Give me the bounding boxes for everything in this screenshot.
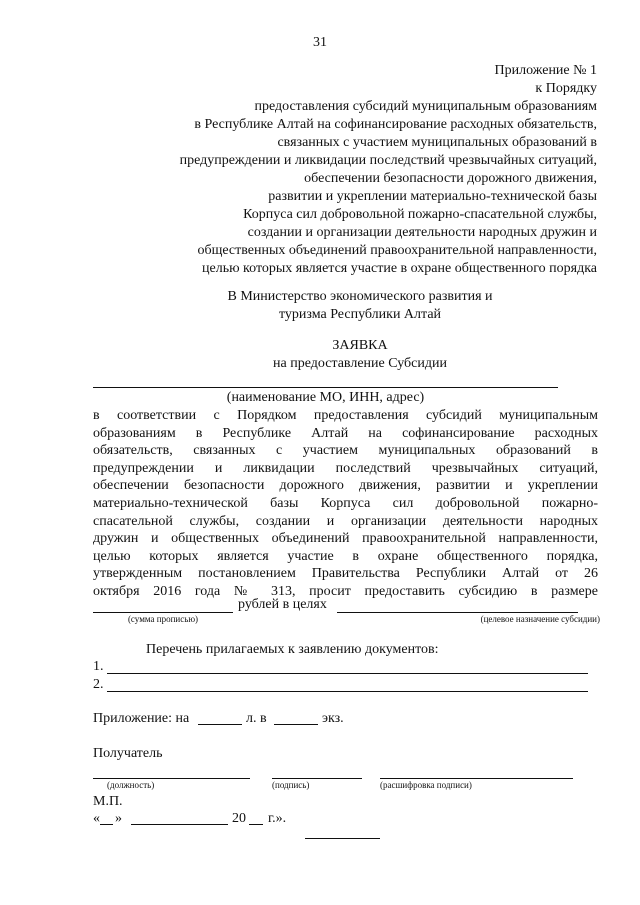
body-line: материально-технической базы Корпуса сил добровольной пожарно- — [93, 495, 598, 511]
body-line: целью которых является участие в охране общественного порядка, — [93, 548, 598, 564]
signature-blank-line — [272, 778, 362, 779]
amount-mid-text: рублей в целях — [238, 597, 327, 612]
header-line: общественных объединений правоохранительной направленности, — [197, 243, 597, 258]
signature-caption: (подпись) — [272, 780, 310, 790]
date-day-blank — [100, 824, 113, 825]
date-quote-close: » — [115, 811, 122, 826]
body-line: обеспечении безопасности дорожного движения, развитии и укреплении — [93, 478, 598, 494]
docs-item-number: 2. — [93, 677, 104, 692]
header-line: предупреждении и ликвидации последствий чрезвычайных ситуаций, — [179, 153, 597, 168]
amount-caption: (сумма прописью) — [127, 614, 199, 624]
body-line: дружин и общественных объединений правоохранительной направленности, — [93, 531, 598, 547]
header-line: Приложение № 1 — [494, 63, 597, 78]
header-line: Корпуса сил добровольной пожарно-спасательной службы, — [243, 207, 597, 222]
date-year-suffix: г.». — [268, 811, 287, 826]
header-line: развитии и укреплении материально-технической базы — [268, 189, 597, 204]
body-line: октября 2016 года № 313, просит предоставить субсидию в размере — [93, 583, 598, 599]
amount-blank-line — [93, 612, 233, 613]
closing-separator — [305, 838, 380, 839]
document-subtitle: на предоставление Субсидии — [273, 356, 447, 371]
date-month-blank — [131, 824, 228, 825]
attachment-mid: л. в — [246, 711, 267, 726]
appendix-header — [77, 62, 597, 278]
date-quote-open: « — [93, 811, 100, 826]
attachment-copies-blank — [274, 724, 318, 725]
body-line: обязательств, связанных с участием муниципальных образований в — [93, 443, 598, 459]
header-line: обеспечении безопасности дорожного движения, — [304, 171, 597, 186]
decoding-blank-line — [380, 778, 573, 779]
body-line: предупреждении и ликвидации последствий чрезвычайных ситуаций, — [93, 460, 598, 476]
decoding-caption: (расшифровка подписи) — [380, 780, 472, 790]
body-line: в соответствии с Порядком предоставления субсидий муниципальным — [93, 408, 598, 423]
header-line: предоставления субсидий муниципальным образованиям — [254, 99, 597, 114]
header-line: создании и организации деятельности народных дружин и — [247, 225, 597, 240]
header-line: связанных с участием муниципальных образований в — [277, 135, 597, 150]
stamp-label: М.П. — [93, 794, 123, 809]
application-body — [93, 407, 598, 601]
page-number: 31 — [313, 35, 327, 50]
header-line: целью которых является участие в охране общественного порядка — [202, 261, 597, 276]
purpose-blank-line — [337, 612, 578, 613]
addressee-line: туризма Республики Алтай — [278, 307, 442, 322]
body-line: образованиям в Республике Алтай на софинансирование расходных — [93, 425, 598, 441]
docs-heading: Перечень прилагаемых к заявлению документов: — [146, 642, 439, 657]
docs-item-line — [107, 673, 588, 674]
attachment-pages-blank — [198, 724, 242, 725]
body-line: утвержденным постановлением Правительства Республики Алтай от 26 — [93, 566, 598, 582]
attachment-end: экз. — [322, 711, 344, 726]
docs-item-line — [107, 691, 588, 692]
header-line: к Порядку — [535, 81, 597, 96]
recipient-label: Получатель — [93, 746, 163, 761]
header-line: в Республике Алтай на софинансирование расходных обязательств, — [194, 117, 597, 132]
position-blank-line — [93, 778, 250, 779]
docs-item-number: 1. — [93, 659, 104, 674]
attachment-label: Приложение: на — [93, 711, 190, 726]
date-year-blank — [249, 824, 263, 825]
addressee-line: В Министерство экономического развития и — [227, 289, 493, 304]
addressee — [0, 288, 640, 324]
position-caption: (должность) — [107, 780, 155, 790]
body-line: спасательной службы, создании и организации деятельности народных — [93, 513, 598, 529]
purpose-caption: (целевое назначение субсидии) — [480, 614, 600, 624]
document-title: ЗАЯВКА — [332, 338, 388, 353]
date-year-prefix: 20 — [232, 811, 246, 826]
applicant-caption: (наименование МО, ИНН, адрес) — [226, 390, 425, 405]
applicant-blank-line — [93, 387, 558, 388]
